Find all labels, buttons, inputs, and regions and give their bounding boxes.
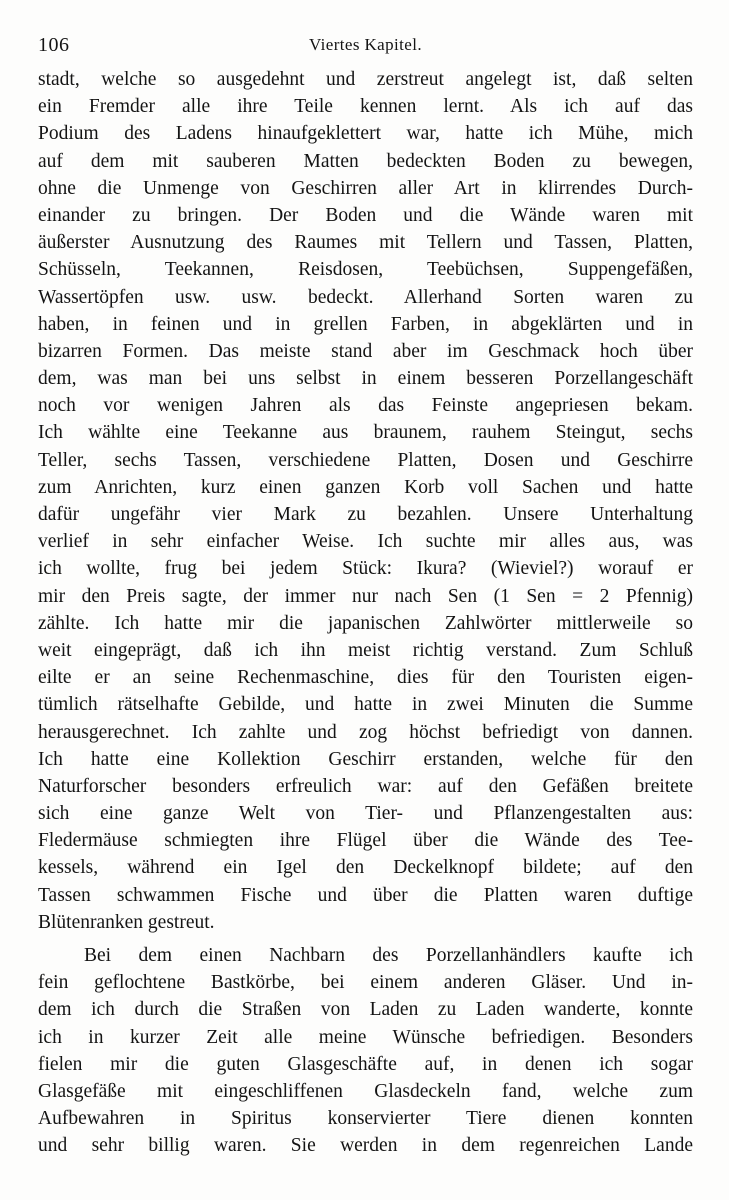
text-line: ein Fremder alle ihre Teile kennen lernt. Als ich auf das [38,96,693,118]
text-line: Teller, sechs Tassen, verschiedene Platten, Dosen und Geschirre [38,449,693,471]
paragraph [38,66,693,936]
text-line: Schüsseln, Teekannen, Reisdosen, Teebüchsen, Suppengefäßen, [38,259,693,281]
text-line: ich wollte, frug bei jedem Stück: Ikura? (Wieviel?) worauf er [38,558,693,580]
text-line: stadt, welche so ausgedehnt und zerstreut angelegt ist, daß selten [38,69,693,90]
text-line: tümlich rätselhafte Gebilde, und hatte in zwei Minuten die Summe [38,694,693,716]
text-line: herausgerechnet. Ich zahlte und zog höchst befriedigt von dannen. [38,721,693,743]
chapter-heading: Viertes Kapitel. [308,35,422,54]
text-line: äußerster Ausnutzung des Raumes mit Tellern und Tassen, Platten, [38,232,693,254]
text-line: ich in kurzer Zeit alle meine Wünsche befriedigen. Besonders [38,1026,693,1048]
body-text [38,66,693,1160]
running-head [38,34,693,58]
text-line: Fledermäuse schmiegten ihre Flügel über die Wände des Tee- [38,830,693,852]
text-line: bizarren Formen. Das meiste stand aber im Geschmack hoch über [38,340,693,362]
text-line: und sehr billig waren. Sie werden in dem regenreichen Lande [38,1135,693,1157]
text-line: zählte. Ich hatte mir die japanischen Zahlwörter mittlerweile so [38,612,693,634]
text-line: Ich hatte eine Kollektion Geschirr erstanden, welche für den [38,748,693,770]
text-line: fielen mir die guten Glasgeschäfte auf, in denen ich sogar [38,1053,693,1075]
text-line: Tassen schwammen Fische und über die Platten waren duftige [38,884,693,906]
text-line: Blütenranken gestreut. [38,911,215,933]
text-line: fein geflochtene Bastkörbe, bei einem anderen Gläser. Und in- [38,972,693,994]
text-line: Podium des Ladens hinaufgeklettert war, hatte ich Mühe, mich [38,123,693,145]
text-line: Wassertöpfen usw. usw. bedeckt. Allerhand Sorten waren zu [38,286,693,308]
text-line: verlief in sehr einfacher Weise. Ich suchte mir alles aus, was [38,531,693,553]
page-number: 106 [38,34,70,56]
text-line: Aufbewahren in Spiritus konservierter Tiere dienen konnten [38,1108,693,1130]
text-line: zum Anrichten, kurz einen ganzen Korb voll Sachen und hatte [38,476,693,498]
text-line: eilte er an seine Rechenmaschine, dies für den Touristen eigen- [38,667,693,689]
text-line: Naturforscher besonders erfreulich war: auf den Gefäßen breitete [38,775,693,797]
text-line: dem ich durch die Straßen von Laden zu Laden wanderte, konnte [38,999,693,1021]
text-line: dem, was man bei uns selbst in einem besseren Porzellangeschäft [38,368,693,390]
text-line: einander zu bringen. Der Boden und die Wände waren mit [38,204,693,226]
text-line: mir den Preis sagte, der immer nur nach Sen (1 Sen = 2 Pfennig) [38,585,693,607]
text-line: weit eingeprägt, daß ich ihn meist richtig verstand. Zum Schluß [38,639,693,661]
text-line: sich eine ganze Welt von Tier- und Pflanzengestalten aus: [38,803,693,825]
text-line: Ich wählte eine Teekanne aus braunem, rauhem Steingut, sechs [38,422,693,444]
text-line: Bei dem einen Nachbarn des Porzellanhändlers kaufte ich [84,945,693,966]
text-line: dafür ungefähr vier Mark zu bezahlen. Unsere Unterhaltung [38,504,693,525]
text-line: kessels, während ein Igel den Deckelknopf bildete; auf den [38,857,693,879]
paragraph [38,942,693,1160]
text-line: Glasgefäße mit eingeschliffenen Glasdeckeln fand, welche zum [38,1080,693,1102]
text-line: ohne die Unmenge von Geschirren aller Art in klirrendes Durch- [38,177,693,199]
text-line: auf dem mit sauberen Matten bedeckten Boden zu bewegen, [38,150,693,172]
text-line: haben, in feinen und in grellen Farben, in abgeklärten und in [38,313,693,335]
text-line: noch vor wenigen Jahren als das Feinste angepriesen bekam. [38,395,693,417]
